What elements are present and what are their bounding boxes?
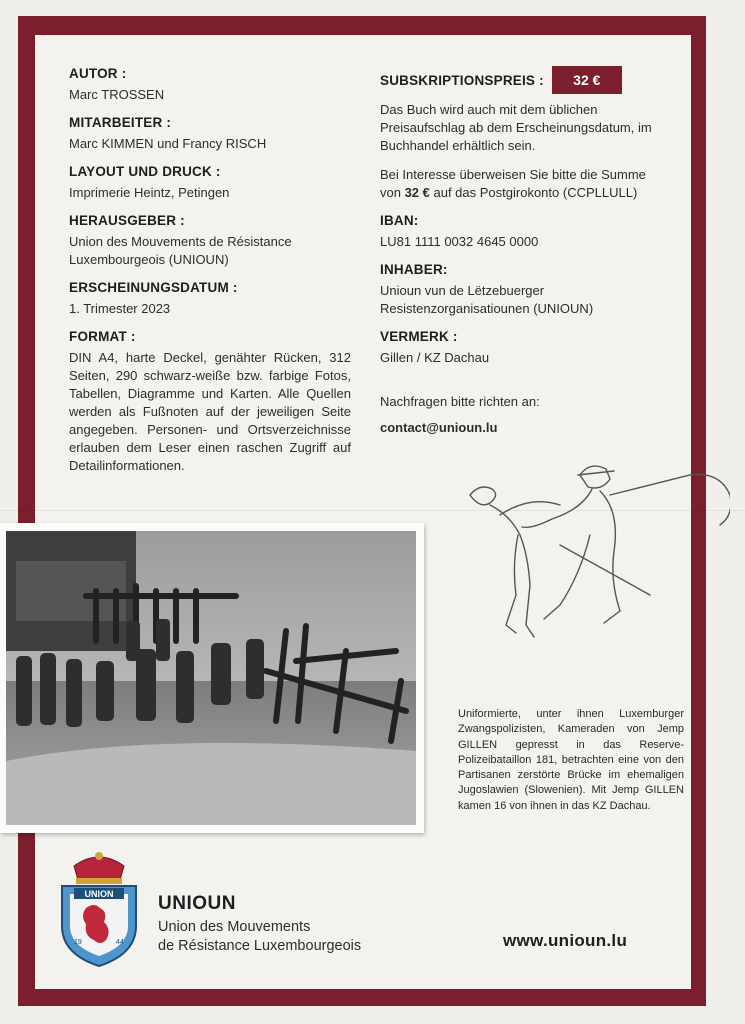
format-label: FORMAT :: [69, 329, 136, 344]
org-name: UNIOUN: [158, 893, 236, 914]
layout-value: Imprimerie Heintz, Petingen: [69, 185, 230, 200]
datum-section: [69, 280, 351, 318]
price-text: Das Buch wird auch mit dem üblichen Preisaufschlag ab dem Erscheinungsdatum, im Buchhandel erhältlich sein.: [380, 102, 652, 153]
payment-part1: Bei Interesse überweisen Sie bitte die Summe von: [380, 167, 646, 200]
herausgeber-section: [69, 213, 351, 269]
autor-section: [69, 66, 351, 104]
historical-photo-frame: [0, 523, 424, 833]
mitarbeiter-label: MITARBEITER :: [69, 115, 172, 130]
layout-section: [69, 164, 351, 202]
org-subtitle: [158, 918, 361, 956]
org-line2: de Résistance Luxembourgeois: [158, 938, 362, 954]
herausgeber-line1: Union des Mouvements de Résistance: [69, 234, 292, 249]
nachfragen-text: Nachfragen bitte richten an:: [380, 394, 540, 409]
payment-part2: auf das Postgirokonto (CCPLLULL): [429, 185, 638, 200]
org-line1: Union des Mouvements: [158, 919, 311, 935]
iban-value: LU81 1111 0032 4645 0000: [380, 234, 539, 249]
iban-section: [380, 213, 670, 251]
logo-year-left: 19: [74, 939, 82, 946]
autor-label: AUTOR :: [69, 66, 127, 81]
website-link[interactable]: www.unioun.lu: [503, 931, 628, 950]
vermerk-label: VERMERK :: [380, 329, 458, 344]
mitarbeiter-value: Marc KIMMEN und Francy RISCH: [69, 136, 267, 151]
datum-label: ERSCHEINUNGSDATUM :: [69, 280, 238, 295]
iban-label: IBAN:: [380, 213, 419, 228]
price-row: [380, 66, 670, 94]
mitarbeiter-section: [69, 115, 351, 153]
price-badge: 32 €: [552, 66, 622, 94]
format-value: DIN A4, harte Deckel, genähter Rücken, 312 Seiten, 290 schwarz-weiße bzw. farbige Fotos, Tabellen, Diagramme und Karten. Alle Quellen werden als Fußnoten auf der jeweiligen Seite angegeben. Personen- und Ortsverzeichnisse erlauben dem Leser einen raschen Zugriff auf Detailinformationen.: [69, 350, 351, 473]
contact-email-link[interactable]: contact@unioun.lu: [380, 420, 498, 435]
herausgeber-label: HERAUSGEBER :: [69, 213, 185, 228]
union-crest-logo: [56, 848, 142, 968]
inhaber-line2: Resistenzorganisatiounen (UNIOUN): [380, 301, 594, 316]
inhaber-label: INHABER:: [380, 262, 448, 277]
sketch-illustration: [460, 455, 730, 655]
datum-value: 1. Trimester 2023: [69, 301, 171, 316]
herausgeber-line2: Luxembourgeois (UNIOUN): [69, 252, 229, 267]
bridge-photo: [6, 531, 416, 825]
price-label: SUBSKRIPTIONSPREIS :: [380, 72, 544, 88]
photo-caption: Uniformierte, unter ihnen Luxemburger Zwangspolizisten, Kameraden von Jemp GILLEN gepresst in das Reserve-Polizeibataillon 181, betrachten eine von den Partisanen zerstörte Brücke im ehemaligen Jugoslawien (Slowenien). Mit Jemp GILLEN kamen 16 von ihnen in das KZ Dachau.: [458, 708, 684, 812]
inhaber-line1: Unioun vun de Lëtzebuerger: [380, 283, 545, 298]
vermerk-value: Gillen / KZ Dachau: [380, 350, 490, 365]
logo-text: UNION: [84, 889, 114, 899]
inhaber-section: [380, 262, 670, 318]
layout-label: LAYOUT UND DRUCK :: [69, 164, 221, 179]
vermerk-section: [380, 329, 670, 367]
order-details-column: [380, 66, 670, 437]
payment-amount: 32 €: [404, 185, 430, 200]
logo-year-right: 44: [116, 939, 124, 946]
format-section: [69, 329, 351, 475]
payment-text: [380, 166, 670, 202]
autor-value: Marc TROSSEN: [69, 87, 165, 102]
book-details-column: [69, 66, 351, 486]
